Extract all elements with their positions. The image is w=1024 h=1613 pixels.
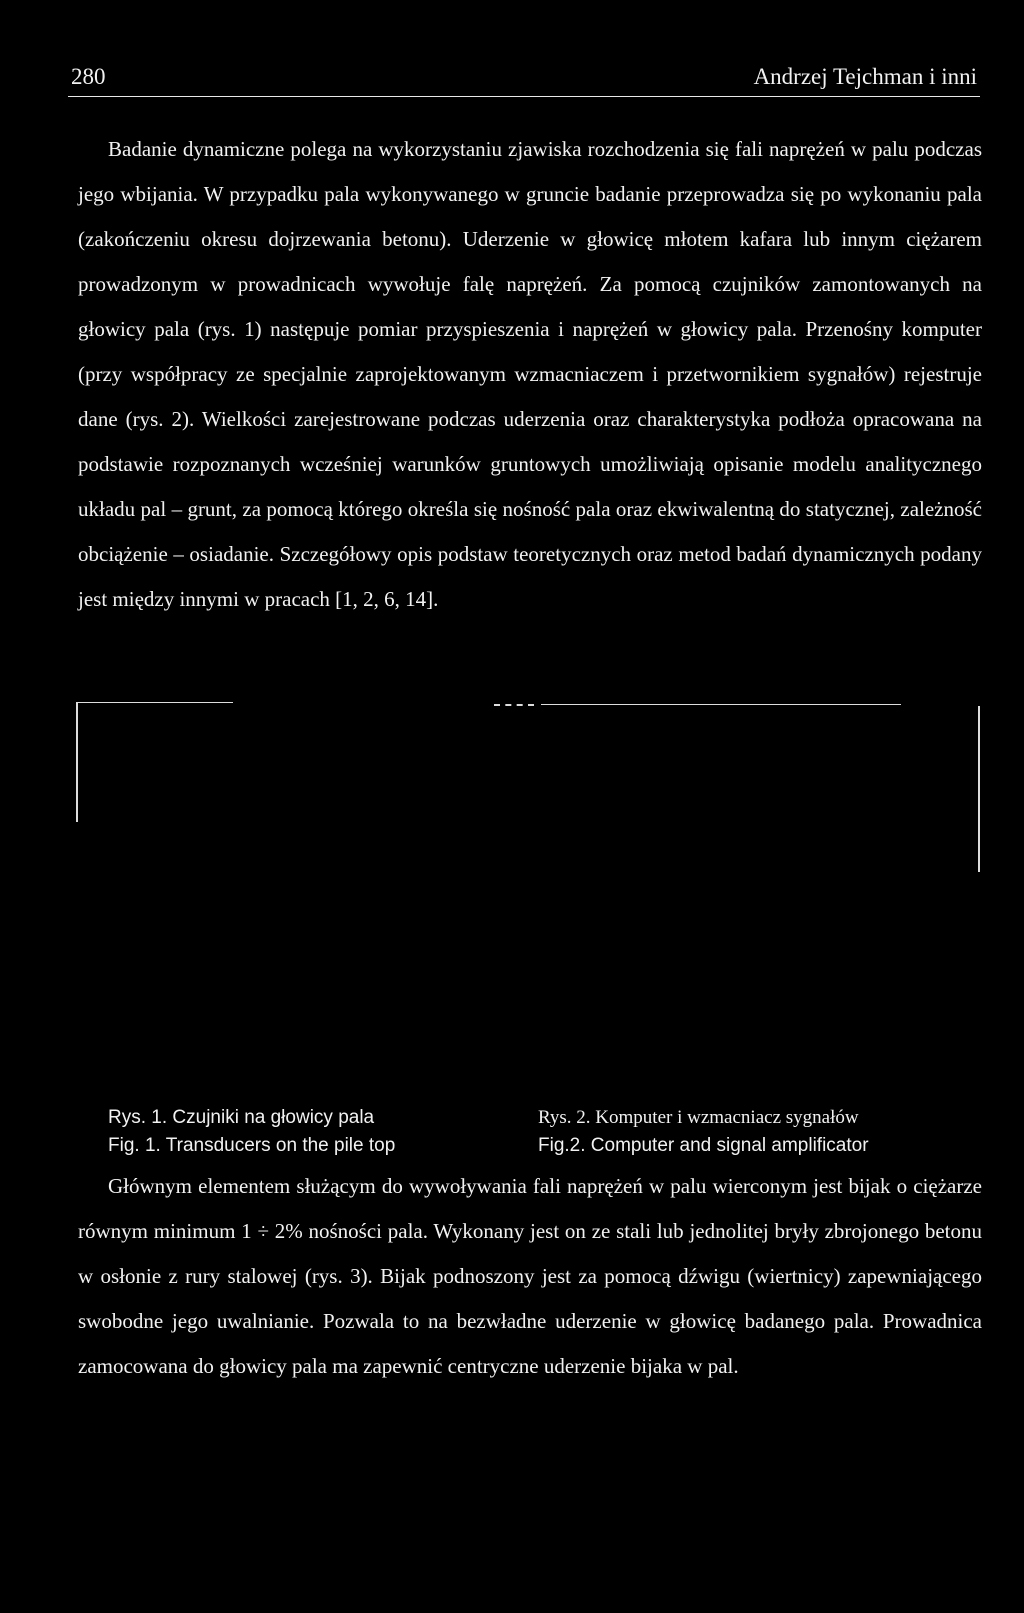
figure-1-caption-en: Fig. 1. Transducers on the pile top — [108, 1135, 396, 1156]
body-paragraph-1: Badanie dynamiczne polega na wykorzystaniu zjawiska rozchodzenia się fali naprężeń w palu podczas jego wbijania. W przypadku pala wykonywanego w gruncie badanie przeprowadza się po wykonaniu pala (zakończeniu okresu dojrzewania betonu). Uderzenie w głowicę młotem kafara lub innym ciężarem prowadzonym w prowadnicach wywołuje falę naprężeń. Za pomocą czujników zamontowanych na głowicy pala (rys. 1) następuje pomiar przyspieszenia i naprężeń w głowicy pala. Przenośny komputer (przy współpracy ze specjalnie zaprojektowanym wzmacniaczem i przetwornikiem sygnałów) rejestruje dane (rys. 2). Wielkości zarejestrowane podczas uderzenia oraz charakterystyka podłoża opracowana na podstawie rozpoznanych wcześniej warunków gruntowych umożliwiają opisanie modelu analitycznego układu pal – grunt, za pomocą którego określa się nośność pala oraz ekwiwalentną do statycznej, zależność obciążenie – osiadanie. Szczegółowy opis podstaw teoretycznych oraz metod badań dynamicznych podany jest między innymi w pracach [1, 2, 6, 14]. — [78, 137, 982, 611]
figure-2-caption-en: Fig.2. Computer and signal amplificator — [538, 1135, 869, 1156]
page-number: 280 — [71, 64, 106, 89]
photo-edge — [76, 702, 78, 822]
figure-2-caption-pl: Rys. 2. Komputer i wzmacniacz sygnałów — [538, 1107, 859, 1128]
photo-edge — [978, 706, 980, 872]
body-paragraph-2: Głównym elementem służącym do wywoływania fali naprężeń w palu wierconym jest bijak o ciężarze równym minimum 1 ÷ 2% nośności pala. Wykonany jest on ze stali lub jednolitej bryły zbrojonego betonu w osłonie z rury stalowej (rys. 3). Bijak podnoszony jest za pomocą dźwigu (wiertnicy) zapewniającego swobodne jego uwalnianie. Pozwala to na bezwładne uderzenie w głowicę badanego pala. Prowadnica zamocowana do głowicy pala ma zapewnić centryczne uderzenie bijaka w pal. — [78, 1174, 982, 1378]
figure-1-photo — [76, 700, 506, 1080]
photo-edge — [541, 704, 901, 705]
figure-2-photo — [486, 700, 980, 1080]
figure-1-caption — [108, 1104, 395, 1160]
photo-edge — [494, 704, 534, 706]
figure-2-caption — [538, 1104, 869, 1160]
photo-edge — [78, 702, 233, 703]
running-header — [68, 62, 980, 97]
running-head-authors: Andrzej Tejchman i inni — [753, 64, 977, 89]
figure-1-caption-pl: Rys. 1. Czujniki na głowicy pala — [108, 1107, 375, 1128]
